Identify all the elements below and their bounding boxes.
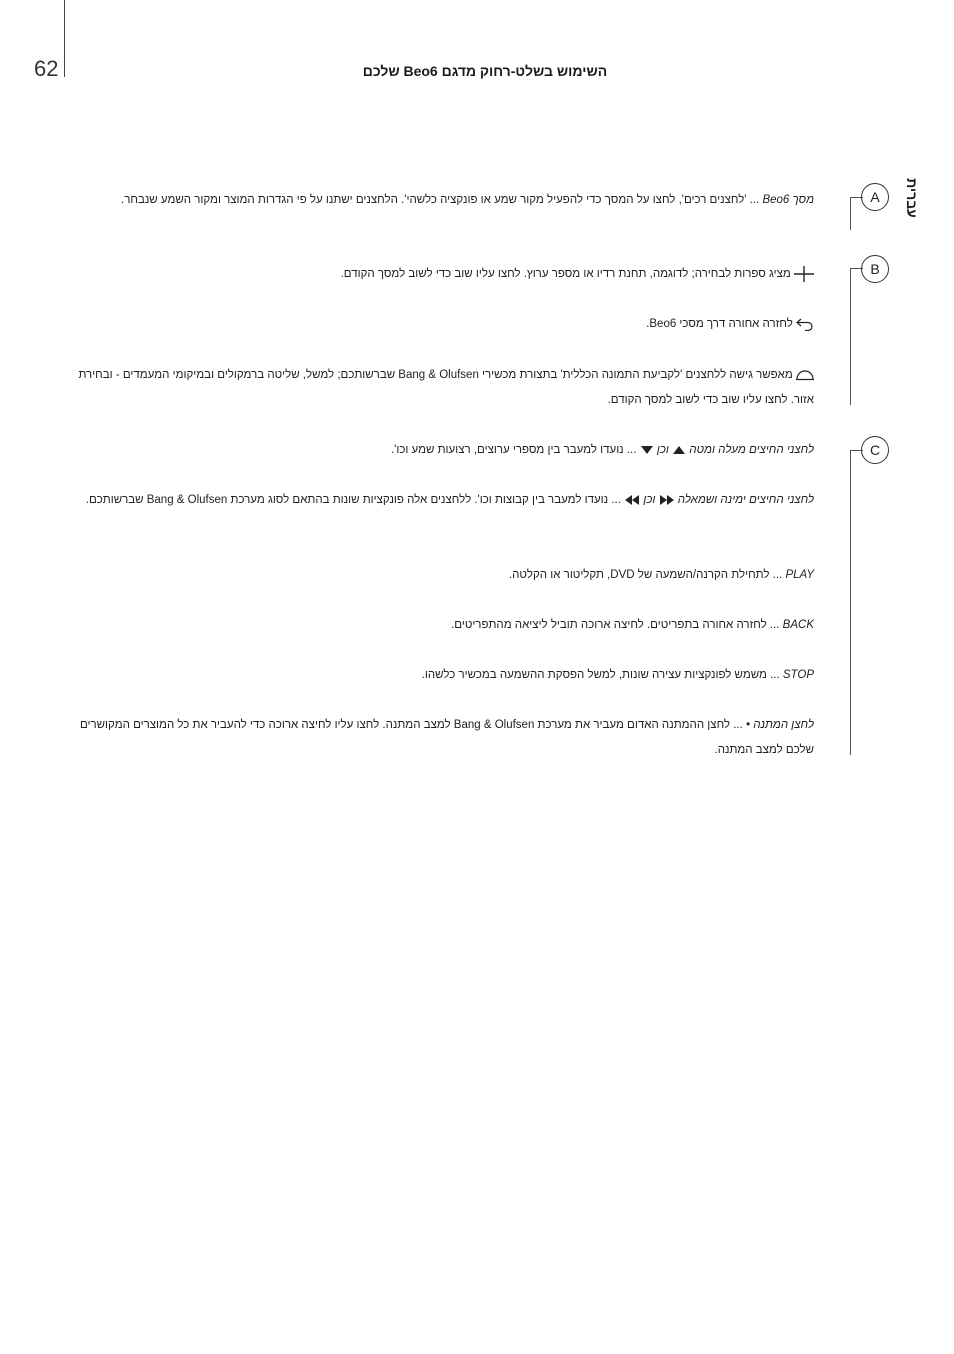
item-updown (54, 438, 814, 463)
up-arrow-icon (672, 445, 686, 455)
item-stop (54, 663, 814, 688)
label-a: A (861, 183, 889, 211)
text-return: לחזרה אחורה דרך מסכי Beo6. (646, 318, 793, 330)
item-standby (54, 713, 814, 763)
item-play (54, 563, 814, 588)
language-label: עברית (904, 178, 921, 218)
bracket-a (850, 197, 851, 230)
term-updown: לחצני החיצים מעלה ומטה (689, 444, 814, 456)
bracket-c (850, 450, 851, 755)
text-standby: ... לחצן ההמתנה האדום מעביר את מערכת Bang & Olufsen למצב המתנה. לחצו עליו לחיצה ארוכה כדי להעביר את כל המוצרים המקושרים שלכם למצב המתנה. (79, 719, 814, 756)
item-screen (54, 188, 814, 213)
term-leftright: לחצני החיצים ימינה ושמאלה (677, 494, 814, 506)
term-stop: STOP (782, 669, 814, 681)
page-title: השימוש בשלט-רחוק מדגם Beo6 שלכם (362, 63, 608, 79)
text-leftright: ... נועדו למעבר בין קבוצות וכו'. ללחצנים אלה פונקציות שונות בהתאם לסוג מערכת Bang & Olufsen שברשותכם. (85, 494, 621, 506)
plus-icon (794, 266, 814, 282)
and-label-updown: וכן (656, 444, 669, 456)
term-play: PLAY (785, 569, 814, 581)
text-back: ... לחזרה אחורה בתפריטים. לחיצה ארוכה תוביל ליציאה מהתפריטים. (451, 619, 783, 631)
bracket-b (850, 268, 851, 405)
text-nav: מציג ספרות לבחירה; לדוגמה, תחנת רדיו או מספר ערוץ. לחצו עליו שוב כדי לשוב למסך הקודם. (340, 268, 791, 280)
text-updown: ... נועדו למעבר בין מספרי ערוצים, רצועות שמע וכו'. (390, 444, 637, 456)
item-home (54, 363, 814, 413)
text-stop: ... משמש לפונקציות עצירה שונות, למשל הפסקת ההשמעה במכשיר כלשהו. (421, 669, 783, 681)
label-c: C (861, 436, 889, 464)
rewind-icon (624, 494, 640, 506)
and-label-leftright: וכן (643, 494, 656, 506)
page-number: 62 (34, 56, 59, 81)
item-nav (54, 262, 814, 287)
text-home: מאפשר גישה ללחצנים 'לקביעת התמונה הכללית' בתצורת מכשירי Bang & Olufsen שברשותכם; למשל, שליטה ברמקולים ובמיקומי המעמדים - ובחירת אזור. לחצו עליו שוב כדי לשוב למסך הקודם. (78, 369, 814, 406)
fast-forward-icon (659, 494, 675, 506)
text-play: ... לתחילת הקרנה/השמעה של DVD, תקליטור או הקלטה. (508, 569, 786, 581)
return-arrow-icon (796, 317, 814, 331)
term-back: BACK (782, 619, 814, 631)
text-screen: ... 'לחצנים רכים', לחצו על המסך כדי להפעיל מקור שמע או פונקציה כלשהי'. הלחצנים ישתנו על פי הגדרות המוצר ומקור השמע שנבחר. (121, 194, 763, 206)
item-leftright (54, 488, 814, 513)
down-arrow-icon (640, 445, 654, 455)
home-dome-icon (796, 369, 814, 381)
term-screen: מסך Beo6 (762, 194, 814, 206)
label-b: B (861, 255, 889, 283)
item-return (54, 312, 814, 337)
term-standby: לחצן המתנה • (745, 719, 814, 731)
top-rule (64, 0, 65, 77)
item-back (54, 613, 814, 638)
